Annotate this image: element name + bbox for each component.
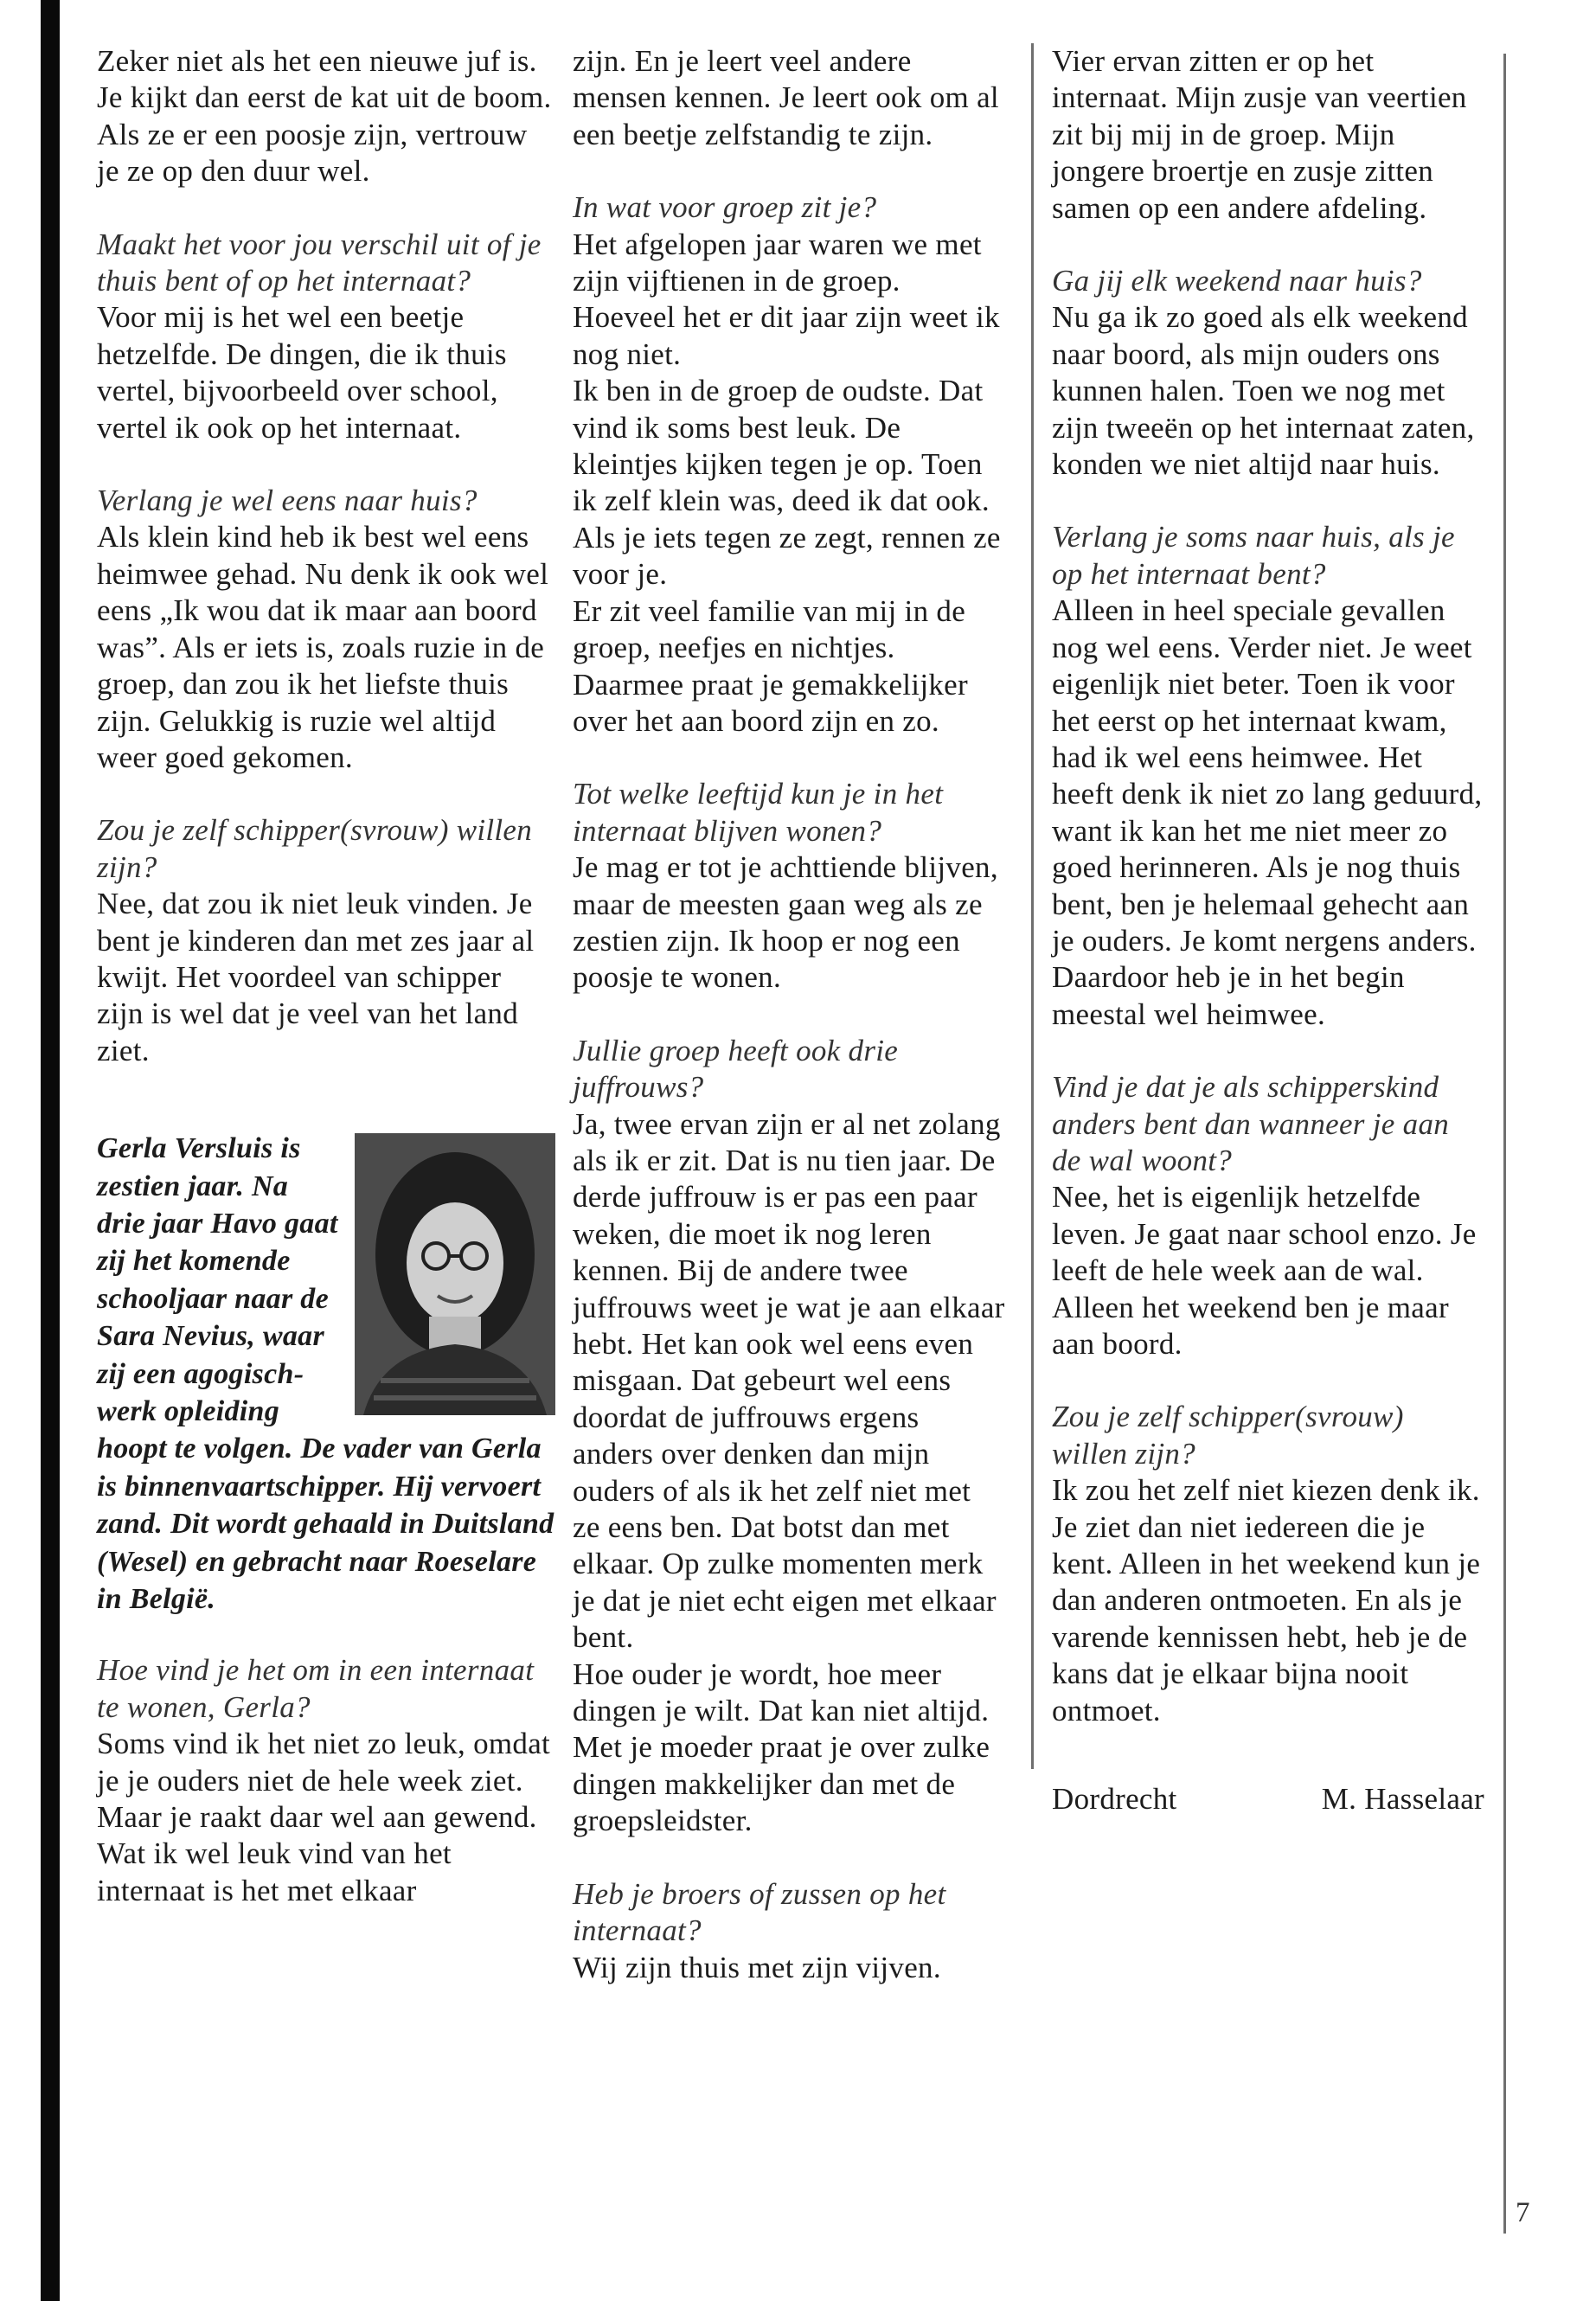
signature-place: Dordrecht — [1052, 1782, 1177, 1817]
answer: Wij zijn thuis met zijn vijven. — [573, 1950, 941, 1984]
qa-block — [1052, 1069, 1484, 1362]
question: Maakt het voor jou verschil uit of je thuis bent of op het internaat? — [97, 227, 542, 298]
question: Zou je zelf schipper(svrouw) willen zijn? — [97, 813, 533, 884]
answer: Voor mij is het wel een beetje hetzelfde. De dingen, die ik thuis vertel, bijvoorbeeld over school, vertel ik ook op het internaat. — [97, 300, 507, 445]
page-number: 7 — [1516, 2197, 1530, 2228]
portrait-photo — [355, 1133, 555, 1415]
paragraph: Zeker niet als het een nieuwe juf is. Je kijkt dan eerst de kat uit de boom. Als ze er een poosje zijn, vertrouw je ze op den duur wel. — [97, 44, 552, 189]
signature-line — [1052, 1781, 1484, 1817]
qa-block — [97, 812, 555, 1069]
paragraph: zijn. En je leert veel andere mensen kennen. Je leert ook om al een beetje zelfstandig te zijn. — [573, 44, 999, 151]
column-rule — [1031, 43, 1034, 1769]
answer: Nu ga ik zo goed als elk weekend naar boord, als mijn ouders ons kunnen halen. Toen we nog met zijn tweeën op het internaat zaten, konden we niet altijd naar huis. — [1052, 300, 1475, 482]
qa-block — [573, 776, 1005, 996]
qa-block — [1052, 1399, 1484, 1729]
photo-caption: Gerla Versluis is zestien jaar. Na drie jaar Havo gaat zij het komende schooljaar naar de Sara Nevius, waar zij een agogisch-werk opleiding hoopt te volgen. De vader van Gerla is binnenvaartschipper. Hij vervoert zand. Dit wordt gehaald in Duitsland (Wesel) en gebracht naar Roeselare in België. — [97, 1132, 554, 1616]
qa-block — [97, 1652, 555, 1909]
answer: Alleen in heel speciale gevallen nog wel eens. Verder niet. Je weet eigenlijk niet beter. Toen ik voor het eerst op het internaat kwam, had ik wel eens heimwee. Het heeft denk ik niet zo lang geduurd, want ik kan het me niet meer zo goed herinneren. Als je nog thuis bent, ben je helemaal gehecht aan je ouders. Je komt nergens anders. Daardoor heb je in het begin meestal wel heimwee. — [1052, 593, 1483, 1031]
column-rule — [1503, 54, 1506, 2234]
answer: Nee, het is eigenlijk hetzelfde leven. Je gaat naar school enzo. Je leeft de hele week aan de wal. Alleen het weekend ben je maar aan boord. — [1052, 1180, 1477, 1361]
binding-edge — [41, 0, 60, 2301]
question: Verlang je wel eens naar huis? — [97, 484, 478, 518]
column-2 — [573, 43, 1005, 1986]
question: In wat voor groep zit je? — [573, 190, 877, 225]
answer: Wat ik wel leuk vind van het internaat is het met elkaar — [97, 1836, 452, 1907]
qa-block — [573, 1033, 1005, 1840]
question: Verlang je soms naar huis, als je op het internaat bent? — [1052, 520, 1455, 591]
answer: Er zit veel familie van mij in de groep, neefjes en nichtjes. Daarmee praat je gemakkelijker over het aan boord zijn en zo. — [573, 593, 968, 738]
answer: Ik ben in de groep de oudste. Dat vind ik soms best leuk. De kleintjes kijken tegen je op. Toen ik zelf klein was, deed ik dat ook. Als je iets tegen ze zegt, rennen ze voor je. — [573, 374, 1001, 592]
answer: Ja, twee ervan zijn er al net zolang als ik er zit. Dat is nu tien jaar. De derde juffrouw is er pas een paar weken, die moet ik nog leren kennen. Bij de andere twee juffrouws weet je wat je aan elkaar hebt. Het kan ook wel eens even misgaan. Dat gebeurt wel eens doordat de juffrouws ergens anders over denken dan mijn ouders of als ik het zelf niet met ze eens ben. Dat botst dan met elkaar. Op zulke momenten merk je dat je niet echt eigen met elkaar bent. — [573, 1106, 1005, 1655]
qa-block — [573, 189, 1005, 740]
paragraph: Vier ervan zitten er op het internaat. Mijn zusje van veertien zit bij mij in de groep. Mijn jongere broertje en zusje zitten samen op een andere afdeling. — [1052, 44, 1467, 225]
column-1 — [97, 43, 555, 1909]
column-3 — [1052, 43, 1484, 1817]
question: Heb je broers of zussen op het internaat? — [573, 1876, 946, 1948]
qa-block — [573, 1876, 1005, 1986]
answer: Ik zou het zelf niet kiezen denk ik. Je ziet dan niet iedereen die je kent. Alleen in het weekend kun je dan anderen ontmoeten. En als je varende kennissen hebt, heb je de kans dat je elkaar bijna nooit ontmoet. — [1052, 1473, 1481, 1727]
answer: Je mag er tot je achttiende blijven, maar de meesten gaan weg als ze zestien zijn. Ik hoop er nog een poosje te wonen. — [573, 850, 998, 995]
answer: Als klein kind heb ik best wel eens heimwee gehad. Nu denk ik ook wel eens „Ik wou dat ik maar aan boord was”. Als er iets is, zoals ruzie in de groep, dan zou ik het liefste thuis zijn. Gelukkig is ruzie wel altijd weer goed gekomen. — [97, 520, 549, 774]
qa-block — [1052, 519, 1484, 1033]
answer: Nee, dat zou ik niet leuk vinden. Je bent je kinderen dan met zes jaar al kwijt. Het voordeel van schipper zijn is wel dat je veel van het land ziet. — [97, 887, 535, 1067]
answer: Het afgelopen jaar waren we met zijn vijftienen in de groep. Hoeveel het er dit jaar zijn weet ik nog niet. — [573, 227, 1000, 371]
qa-block — [97, 227, 555, 446]
signature-author: M. Hasselaar — [1321, 1782, 1484, 1817]
question: Vind je dat je als schipperskind anders bent dan wanneer je aan de wal woont? — [1052, 1070, 1450, 1177]
question: Hoe vind je het om in een internaat te wonen, Gerla? — [97, 1653, 535, 1724]
answer: Soms vind ik het niet zo leuk, omdat je je ouders niet de hele week ziet. Maar je raakt daar wel aan gewend. — [97, 1727, 551, 1835]
question: Ga jij elk weekend naar huis? — [1052, 264, 1422, 298]
qa-block — [1052, 263, 1484, 483]
question: Zou je zelf schipper(svrouw) willen zijn? — [1052, 1400, 1404, 1471]
answer: Hoe ouder je wordt, hoe meer dingen je wilt. Dat kan niet altijd. Met je moeder praat je over zulke dingen makkelijker dan met de groepsleidster. — [573, 1657, 990, 1838]
question: Jullie groep heeft ook drie juffrouws? — [573, 1033, 899, 1105]
portrait-image — [355, 1133, 555, 1415]
qa-block — [97, 483, 555, 776]
question: Tot welke leeftijd kun je in het internaat blijven wonen? — [573, 777, 944, 848]
photo-caption-block — [97, 1130, 555, 1618]
